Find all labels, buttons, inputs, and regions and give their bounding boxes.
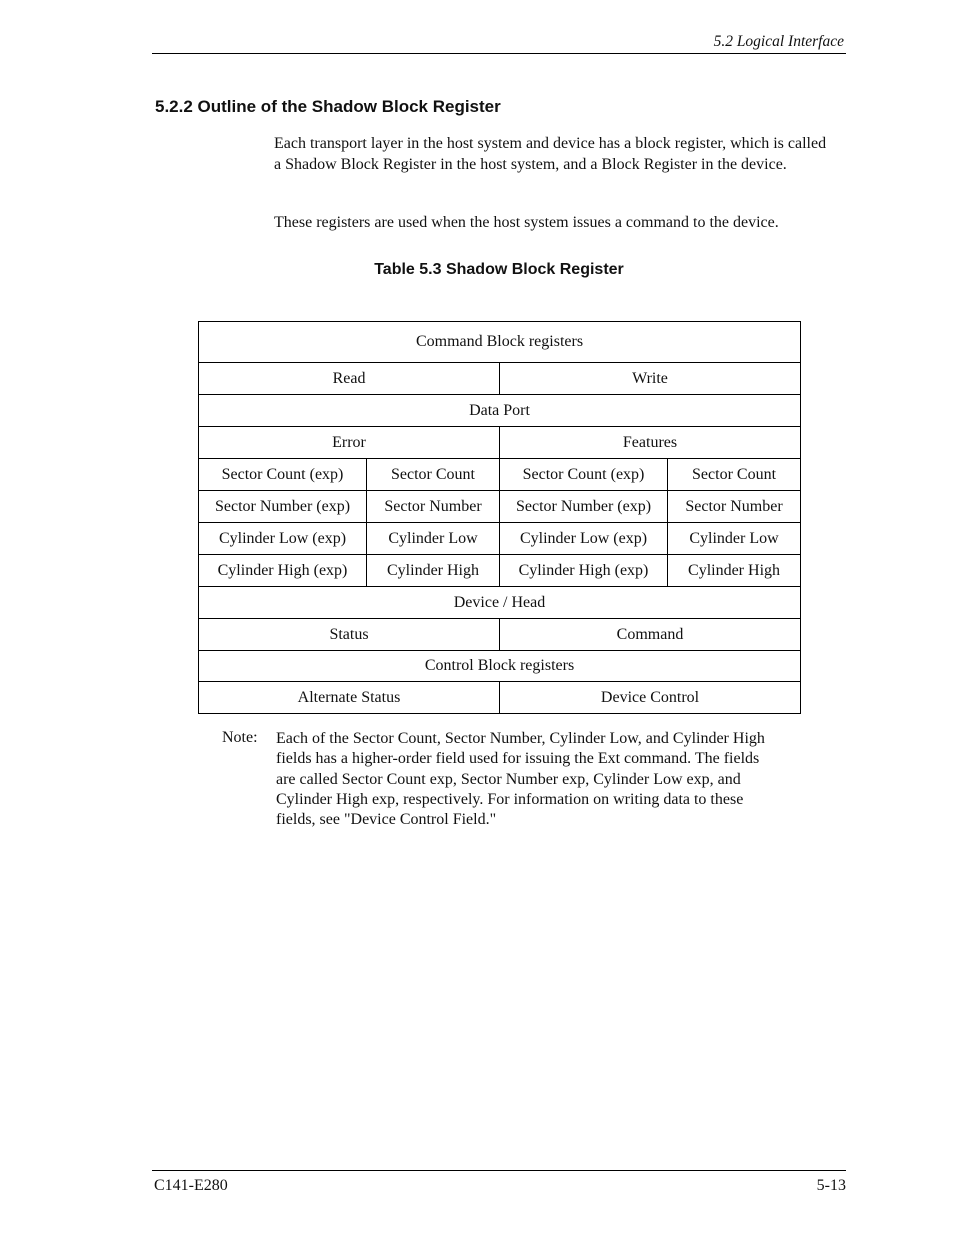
table-row [199,523,801,555]
table-cell: Sector Count (exp) [500,459,668,491]
table-row [199,587,801,619]
table-cell: Cylinder High (exp) [199,555,367,587]
table-row [199,682,801,714]
table-row [199,395,801,427]
table-cell: Cylinder Low [668,523,801,555]
table-row [199,491,801,523]
data-port-cell: Data Port [199,395,801,427]
control-block-title: Control Block registers [199,651,801,682]
table-cell: Sector Number [668,491,801,523]
usage-paragraph: These registers are used when the host system issues a command to the device. [274,214,779,231]
header-section-ref: 5.2 Logical Interface [713,33,844,50]
note-text: Each of the Sector Count, Sector Number, Cylinder Low, and Cylinder High fields has a higher-order field used for issuing the Ext command. The fields are called Sector Count exp, Sector Number exp, Cylinder Low exp, and Cylinder High exp, respectively. For information on writing data to these fields, see "Device Control Field." [276,730,765,829]
table-row [199,322,801,363]
read-column-header: Read [199,363,500,395]
table-row [199,555,801,587]
device-control-cell: Device Control [500,682,801,714]
running-header [152,30,846,54]
document-number: C141-E280 [154,1177,228,1194]
table-cell: Sector Count [367,459,500,491]
table-row [199,427,801,459]
table-row [199,651,801,682]
device-head-cell: Device / Head [199,587,801,619]
section-heading: 5.2.2 Outline of the Shadow Block Register [155,97,501,116]
table-cell: Sector Number (exp) [500,491,668,523]
note-label: Note: [222,729,258,746]
intro-paragraph: Each transport layer in the host system and device has a block register, which is called a Shadow Block Register in the host system, and a Block Register in the device. [274,135,827,173]
table-cell: Cylinder High (exp) [500,555,668,587]
status-cell: Status [199,619,500,651]
running-footer [152,1170,846,1201]
table-cell: Sector Number (exp) [199,491,367,523]
table-cell: Cylinder Low (exp) [199,523,367,555]
features-cell: Features [500,427,801,459]
command-cell: Command [500,619,801,651]
table-row [199,363,801,395]
table-row [199,459,801,491]
command-block-title: Command Block registers [199,322,801,363]
table-cell: Cylinder Low [367,523,500,555]
table-row [199,619,801,651]
error-cell: Error [199,427,500,459]
table-caption: Table 5.3 Shadow Block Register [374,261,624,278]
table-cell: Sector Count [668,459,801,491]
table-cell: Cylinder Low (exp) [500,523,668,555]
write-column-header: Write [500,363,801,395]
page-number: 5-13 [816,1177,846,1194]
table-cell: Sector Count (exp) [199,459,367,491]
table-cell: Cylinder High [668,555,801,587]
shadow-block-register-table [198,321,801,714]
table-cell: Sector Number [367,491,500,523]
table-cell: Cylinder High [367,555,500,587]
alternate-status-cell: Alternate Status [199,682,500,714]
